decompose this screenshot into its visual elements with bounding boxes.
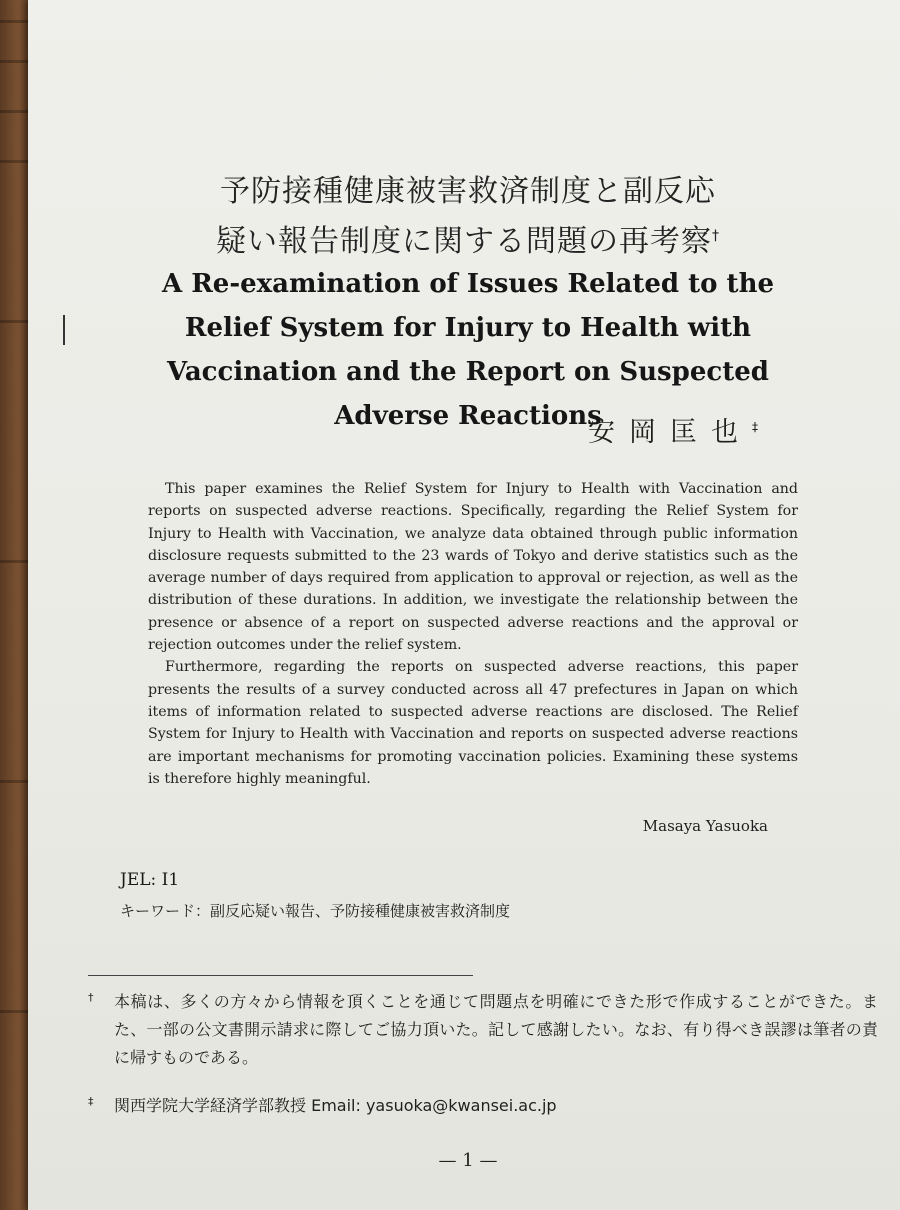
english-title-line4: Adverse Reactions bbox=[334, 401, 602, 431]
dagger-mark: † bbox=[712, 228, 720, 244]
document-page bbox=[28, 0, 900, 1210]
double-dagger-mark: ‡ bbox=[752, 420, 758, 434]
footnote-1 bbox=[88, 988, 878, 1072]
author-japanese bbox=[588, 410, 758, 449]
abstract-paragraph-1: This paper examines the Relief System for Injury to Health with Vaccination and reports on suspected adverse reactions. Specifically, regarding the Relief System for Injury to Health with Vaccination, we analyze data obtained through public information disclosure requests submitted to the 23 wards of Tokyo and derive statistics such as the average number of days required from application to approval or rejection, as well as the distribution of these durations. In addition, we investigate the relationship between the presence or absence of a report on suspected adverse reactions and the approval or rejection outcomes under the relief system. bbox=[148, 481, 798, 654]
footnote-divider bbox=[88, 975, 473, 976]
english-title bbox=[28, 262, 900, 438]
footnote-2-text: 関西学院大学経済学部教授 Email: yasuoka@kwansei.ac.jp bbox=[114, 1096, 557, 1115]
keywords: キーワード：副反応疑い報告、予防接種健康被害救済制度 bbox=[120, 902, 511, 920]
english-title-line1: A Re-examination of Issues Related to the bbox=[161, 269, 775, 299]
abstract bbox=[148, 478, 798, 790]
author-english: Masaya Yasuoka bbox=[642, 817, 768, 835]
english-title-line2: Relief System for Injury to Health with bbox=[184, 313, 752, 343]
jel-code: JEL: I1 bbox=[120, 870, 180, 890]
japanese-title-line1: 予防接種健康被害救済制度と副反応 bbox=[220, 174, 716, 209]
footnote-1-text: 本稿は、多くの方々から情報を頂くことを通じて問題点を明確にできた形で作成することができた。また、一部の公文書開示請求に際してご協力頂いた。記して感謝したい。なお、有り得べき誤謬は筆者の責に帰すものである。 bbox=[114, 992, 878, 1067]
footnote-2-mark: ‡ bbox=[88, 1095, 94, 1108]
abstract-paragraph-2: Furthermore, regarding the reports on suspected adverse reactions, this paper presents the results of a survey conducted across all 47 prefectures in Japan on which items of information related to suspected adverse reactions are disclosed. The Relief System for Injury to Health with Vaccination and reports on suspected adverse reactions are important mechanisms for promoting vaccination policies. Examining these systems is therefore highly meaningful. bbox=[148, 659, 798, 787]
footnote-2 bbox=[88, 1092, 878, 1120]
author-japanese-name: 安岡匡也 bbox=[588, 417, 752, 448]
footnote-1-mark: † bbox=[88, 991, 94, 1004]
japanese-title bbox=[28, 170, 900, 264]
japanese-title-line2: 疑い報告制度に関する問題の再考察 bbox=[216, 224, 712, 259]
page-number: — 1 — bbox=[438, 1150, 498, 1171]
english-title-line3: Vaccination and the Report on Suspected bbox=[167, 357, 769, 387]
